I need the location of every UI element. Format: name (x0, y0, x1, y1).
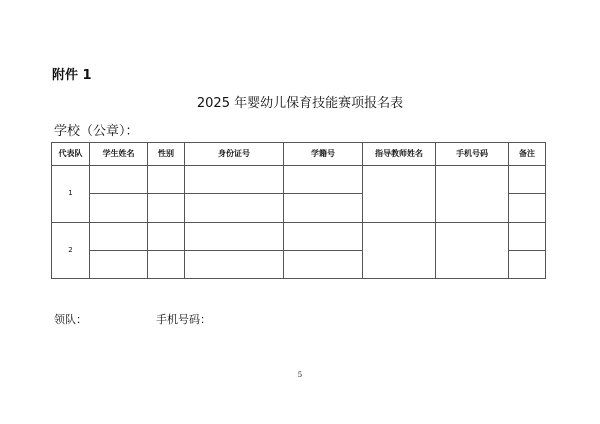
header-id-number: 身份证号 (185, 143, 284, 166)
header-gender: 性别 (148, 143, 185, 166)
page-number: 5 (297, 371, 303, 379)
header-phone: 手机号码 (436, 143, 509, 166)
gender-cell[interactable] (148, 166, 185, 194)
advisor-name-cell[interactable] (363, 222, 436, 278)
student-name-cell[interactable] (90, 166, 148, 194)
student-name-cell[interactable] (90, 194, 148, 222)
table-row (52, 166, 546, 194)
phone-cell[interactable] (436, 166, 509, 222)
page-title: 2025 年婴幼儿保育技能赛项报名表 (196, 96, 404, 111)
gender-cell[interactable] (148, 250, 185, 278)
gender-cell[interactable] (148, 222, 185, 250)
id-number-cell[interactable] (185, 222, 284, 250)
table-header-row (52, 143, 546, 166)
student-number-cell[interactable] (284, 166, 363, 194)
student-name-cell[interactable] (90, 250, 148, 278)
phone-number-label: 手机号码： (156, 313, 211, 326)
student-name-cell[interactable] (90, 222, 148, 250)
table-row (52, 222, 546, 250)
header-team: 代表队 (52, 143, 90, 166)
team-number-cell: 2 (52, 222, 90, 278)
team-number-cell: 1 (52, 166, 90, 222)
student-number-cell[interactable] (284, 250, 363, 278)
header-remarks: 备注 (509, 143, 546, 166)
remarks-cell[interactable] (509, 194, 546, 222)
remarks-cell[interactable] (509, 250, 546, 278)
phone-cell[interactable] (436, 222, 509, 278)
registration-table (51, 142, 546, 279)
remarks-cell[interactable] (509, 166, 546, 194)
team-leader-label: 领队： (54, 313, 87, 326)
remarks-cell[interactable] (509, 222, 546, 250)
student-number-cell[interactable] (284, 194, 363, 222)
header-advisor-name: 指导教师姓名 (363, 143, 436, 166)
header-student-name: 学生姓名 (90, 143, 148, 166)
id-number-cell[interactable] (185, 250, 284, 278)
school-seal-label: 学校（公章）： (54, 124, 139, 139)
gender-cell[interactable] (148, 194, 185, 222)
id-number-cell[interactable] (185, 194, 284, 222)
header-student-number: 学籍号 (284, 143, 363, 166)
student-number-cell[interactable] (284, 222, 363, 250)
attachment-label: 附件 1 (52, 68, 92, 83)
advisor-name-cell[interactable] (363, 166, 436, 222)
id-number-cell[interactable] (185, 166, 284, 194)
